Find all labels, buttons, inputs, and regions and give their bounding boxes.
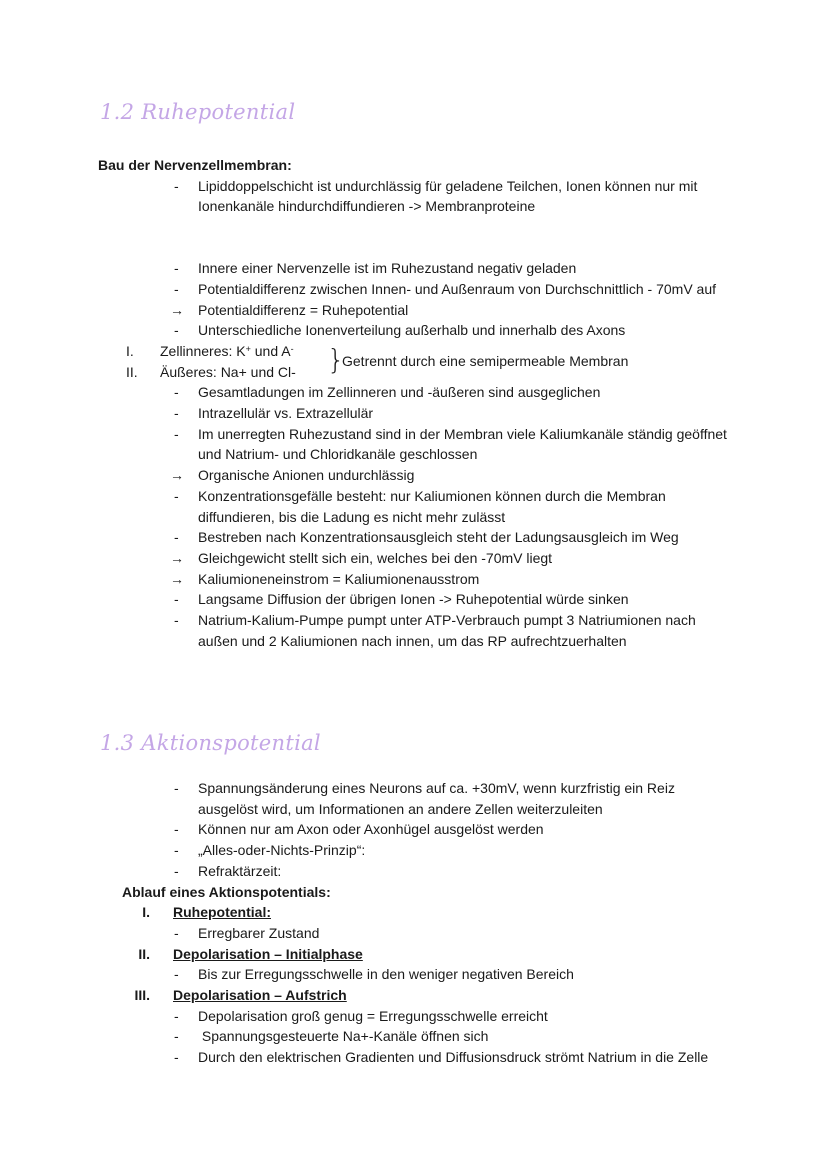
list-item [0,527,828,548]
bullet-mark: - [174,405,179,422]
list-item [0,861,828,882]
list-item-text: Gesamtladungen im Zellinneren und -äußeren sind ausgeglichen [198,384,601,401]
list-item [0,320,828,341]
roman-item-text: Äußeres: Na+ und Cl- [160,363,296,380]
list-item [0,840,828,861]
bullet-mark: - [174,591,179,608]
list-item-text: Langsame Diffusion der übrigen Ionen -> Ruhepotential würde sinken [198,591,629,608]
bullet-mark: - [174,862,179,879]
arrow-icon: → [170,467,184,484]
list-item [0,778,828,819]
phase-title: Ruhepotential: [173,904,271,921]
section-aktionspotential [0,778,828,1068]
section-heading-ruhepotential: 1.2 Ruhepotential [100,100,296,124]
list-item-text: Innere einer Nervenzelle ist im Ruhezustand negativ geladen [198,260,577,277]
bullet-mark: - [174,924,179,941]
list-item-text: Bestreben nach Konzentrationsausgleich steht der Ladungsausgleich im Weg [198,529,679,546]
bullet-mark: - [174,612,179,629]
superscript: - [290,343,294,354]
list-item [0,176,828,217]
spacer [0,217,828,258]
text-fragment: und A [250,342,291,359]
list-item-text: Lipiddoppelschicht ist undurchlässig für geladene Teilchen, Ionen können nur mit Ionenkanäle hindurchdiffundieren -> Membranproteine [198,177,698,215]
list-item [0,1047,828,1068]
list-item-text: Potentialdifferenz = Ruhepotential [198,301,409,318]
roman-numeral: II. [126,363,138,380]
list-item-text: „Alles-oder-Nichts-Prinzip“: [198,842,366,859]
list-item-text: Konzentrationsgefälle besteht: nur Kaliumionen können durch die Membran diffundieren, bis die Ladung es nicht mehr zulässt [198,487,666,525]
ion-distribution-group [0,341,828,382]
list-item-text: Erregbarer Zustand [198,924,320,941]
phase-heading [0,902,828,923]
phase-heading [0,944,828,965]
list-item [0,1026,828,1047]
list-item-text: Spannungsänderung eines Neurons auf ca. +30mV, wenn kurzfristig ein Reiz ausgelöst wird, um Informationen an andere Zellen weiterzuleiten [198,780,675,817]
list-item [0,300,828,321]
text-fragment: Zellinneres: K [160,342,246,359]
list-item [0,403,828,424]
list-item-text: Gleichgewicht stellt sich ein, welches bei den -70mV liegt [198,549,553,566]
superscript: + [245,343,251,354]
list-item [0,382,828,403]
list-item-text: Intrazellulär vs. Extrazellulär [198,405,374,422]
bullet-mark: - [174,1049,179,1066]
list-item [0,424,828,465]
subtitle-nervenzellmembran: Bau der Nervenzellmembran: [98,157,292,173]
bullet-mark: - [174,487,179,504]
bullet-mark: - [174,260,179,277]
list-item [0,610,828,651]
list-item-text: Unterschiedliche Ionenverteilung außerhalb und innerhalb des Axons [198,322,626,339]
list-item [0,923,828,944]
list-item [0,569,828,590]
list-item-text: Bis zur Erregungsschwelle in den weniger negativen Bereich [198,966,574,983]
bullet-mark: - [174,1028,179,1045]
arrow-icon: → [170,549,184,566]
section-ruhepotential [0,155,828,651]
bullet-mark: - [174,780,179,796]
bullet-mark: - [174,384,179,401]
bullet-mark: - [174,842,179,859]
list-item-text: Refraktärzeit: [198,862,282,879]
phase-title: Depolarisation – Aufstrich [173,987,347,1004]
list-item [0,279,828,300]
list-item [0,258,828,279]
roman-numeral: I. [126,342,134,359]
phase-title: Depolarisation – Initialphase [173,945,363,962]
list-item-text: Natrium-Kalium-Pumpe pumpt unter ATP-Verbrauch pumpt 3 Natriumionen nach außen und 2 Kaliumionen nach innen, um das RP aufrechtzuerhalten [198,612,696,649]
bullet-mark: - [174,322,179,339]
list-item [0,1006,828,1027]
list-item-text: Depolarisation groß genug = Erregungsschwelle erreicht [198,1007,548,1024]
list-item-text: Organische Anionen undurchlässig [198,467,415,484]
subtitle-ablauf: Ablauf eines Aktionspotentials: [122,883,331,900]
bullet-mark: - [174,529,179,546]
bullet-mark: - [174,280,179,297]
list-item-text: Können nur am Axon oder Axonhügel ausgelöst werden [198,821,544,838]
bullet-mark: - [174,966,179,983]
bullet-mark: - [174,425,179,442]
roman-numeral: I. [142,904,150,921]
list-item-text: Im unerregten Ruhezustand sind in der Membran viele Kaliumkanäle ständig geöffnet und Natrium- und Chloridkanäle geschlossen [198,425,727,463]
curly-brace-icon: } [327,342,345,376]
bullet-mark: - [174,177,179,194]
list-item [0,964,828,985]
list-item [0,819,828,840]
arrow-icon: → [170,301,184,318]
brace-annotation: Getrennt durch eine semipermeable Membran [342,352,629,369]
list-item [0,465,828,486]
roman-numeral: III. [134,987,150,1004]
list-item [0,548,828,569]
list-item-text: Kaliumioneneinstrom = Kaliumionenausstrom [198,570,480,587]
bullet-mark: - [174,1007,179,1024]
list-item [0,486,828,527]
arrow-icon: → [170,570,184,587]
phase-heading [0,985,828,1006]
list-item [0,589,828,610]
list-item-text: Durch den elektrischen Gradienten und Diffusionsdruck strömt Natrium in die Zelle [198,1049,709,1066]
section-heading-aktionspotential: 1.3 Aktionspotential [100,731,321,755]
list-item-text: Potentialdifferenz zwischen Innen- und Außenraum von Durchschnittlich - 70mV auf [198,280,717,297]
list-item-text: Spannungsgesteuerte Na+-Kanäle öffnen sich [198,1028,489,1045]
bullet-mark: - [174,821,179,838]
roman-numeral: II. [138,945,150,962]
